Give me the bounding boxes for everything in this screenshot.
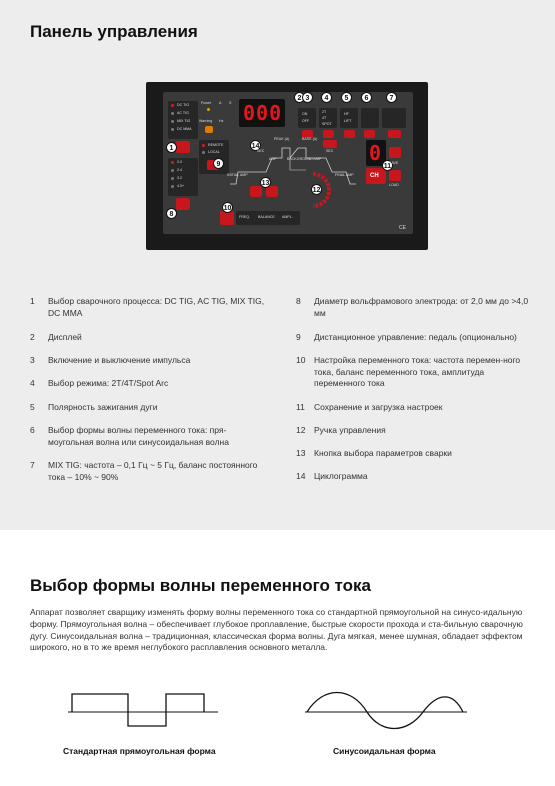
- balance-label: BALANCE: [258, 215, 275, 219]
- item-text: Дисплей: [48, 332, 82, 342]
- sine-wave-diagram: [305, 690, 467, 730]
- diameter-label: 2.4: [177, 168, 182, 172]
- unit-hz-label: Hz: [219, 119, 224, 123]
- unit-a-label: A: [219, 101, 222, 105]
- remote-led: [202, 144, 205, 147]
- control-panel-face: [163, 92, 413, 234]
- item-text: Циклограмма: [314, 471, 368, 481]
- diameter-led: [171, 177, 174, 180]
- item-number: 6: [30, 425, 35, 435]
- diameter-led: [171, 169, 174, 172]
- mix-tig-button[interactable]: [388, 130, 401, 138]
- marker-1: 1: [166, 142, 177, 153]
- mode-2t-label: 2T: [322, 110, 327, 114]
- item-text: Диаметр вольфрамового электрода: от 2,0 мм до >4,0 мм: [314, 296, 529, 318]
- marker-8: 8: [166, 208, 177, 219]
- spot-label: SPOT: [322, 122, 332, 126]
- power-led: [207, 108, 210, 111]
- local-label: LOCAL: [208, 150, 220, 154]
- remote-label: REMOTE: [208, 143, 224, 147]
- item-text: Ручка управления: [314, 425, 386, 435]
- item-text: Выбор формы волны переменного тока: пря-моугольная волна или синусоидальная волна: [48, 425, 229, 447]
- marker-12: 12: [311, 184, 322, 195]
- mode-led: [171, 112, 174, 115]
- waveform-title: Выбор формы волны переменного тока: [30, 576, 371, 595]
- mode-label: AC TIG: [177, 111, 189, 115]
- prev-parameter-button[interactable]: [250, 186, 262, 197]
- waveform-block: [361, 108, 379, 128]
- item-number: 5: [30, 402, 35, 412]
- marker-10: 10: [222, 202, 233, 213]
- save-label: SAVE: [389, 161, 399, 165]
- load-button[interactable]: [389, 170, 401, 181]
- process-select-button[interactable]: [176, 141, 190, 153]
- item-number: 9: [296, 332, 301, 342]
- item-number: 14: [296, 471, 306, 481]
- warning-label: Warning: [199, 119, 213, 123]
- square-wave-caption: Стандартная прямоугольная форма: [63, 746, 216, 756]
- marker-14: 14: [250, 140, 261, 151]
- item-text: MIX TIG: частота – 0,1 Гц ~ 5 Гц, баланс постоянного тока – 10% ~ 90%: [48, 460, 258, 482]
- item-number: 3: [30, 355, 35, 365]
- waveform-button[interactable]: [364, 130, 375, 138]
- item-number: 8: [296, 296, 301, 306]
- item-text: Кнопка выбора параметров сварки: [314, 448, 452, 458]
- polarity-block: [340, 108, 358, 128]
- save-button[interactable]: [389, 147, 401, 158]
- pulse-off-label: OFF: [302, 119, 310, 123]
- channel-value: 0: [369, 141, 382, 165]
- peak-label: PEAK (A): [274, 137, 290, 141]
- display-value: 000: [243, 101, 283, 125]
- item-text: Выбор сварочного процесса: DC TIG, AC TIG, MIX TIG, DC MMA: [48, 296, 265, 318]
- marker-4: 4: [321, 92, 332, 103]
- marker-13: 13: [260, 177, 271, 188]
- marker-9: 9: [213, 158, 224, 169]
- diameter-label: 3.2: [177, 176, 182, 180]
- mode-label: DC TIG: [177, 103, 190, 107]
- item-text: Включение и выключение импульса: [48, 355, 191, 365]
- hf-label: HF: [344, 112, 349, 116]
- mode-button[interactable]: [323, 130, 334, 138]
- section-title: Панель управления: [30, 22, 198, 41]
- sec-label: SEC: [257, 149, 265, 153]
- diameter-block: [168, 158, 198, 196]
- amp-label: AMP: [269, 157, 277, 161]
- item-number: 2: [30, 332, 35, 342]
- mode-led: [171, 104, 174, 107]
- diameter-led: [171, 185, 174, 188]
- unit-s-label: S: [229, 101, 232, 105]
- diameter-label: 4.0+: [177, 184, 185, 188]
- ce-mark: CE: [399, 225, 406, 231]
- main-display: [239, 99, 285, 127]
- item-text: Выбор режима: 2T/4T/Spot Arc: [48, 378, 169, 388]
- mode-2t4t-block: [319, 108, 337, 128]
- item-text: Полярность зажигания дуги: [48, 402, 158, 412]
- item-number: 12: [296, 425, 306, 435]
- sec-label: SEC: [326, 149, 334, 153]
- mode-led: [171, 120, 174, 123]
- item-number: 11: [296, 402, 305, 412]
- sine-wave-caption: Синусоидальная форма: [333, 746, 436, 756]
- item-number: 4: [30, 378, 35, 388]
- mode-4t-label: 4T: [322, 116, 327, 120]
- marker-3: 3: [302, 92, 313, 103]
- control-panel-image: [146, 82, 428, 250]
- item-number: 7: [30, 460, 35, 470]
- mode-label: DC MMA: [177, 127, 192, 131]
- pulse-on-label: ON: [302, 112, 308, 116]
- marker-2: 2: [294, 92, 305, 103]
- ac-settings-block: [236, 211, 300, 225]
- remote-block: [199, 140, 229, 174]
- channel-button[interactable]: [366, 168, 386, 184]
- pulse-block: [298, 108, 316, 128]
- warning-icon: [205, 126, 213, 133]
- item-number: 10: [296, 355, 306, 365]
- item-text: Сохранение и загрузка настроек: [314, 402, 443, 412]
- square-wave-diagram: [68, 690, 218, 730]
- item-number: 1: [30, 296, 35, 306]
- process-mode-block: [168, 101, 198, 139]
- mix-tig-block: [382, 108, 406, 128]
- ampl-label: AMPL.: [282, 215, 293, 219]
- item-text: Настройка переменного тока: частота перемен-ного тока, баланс переменного тока, амплитуда переменного тока: [314, 355, 521, 388]
- polarity-button[interactable]: [344, 130, 355, 138]
- base-label: BASE (A): [302, 137, 318, 141]
- final-amp-label: FINAL AMP: [335, 173, 354, 177]
- ch-label: CH: [370, 173, 379, 179]
- mode-label: MIX TIG: [177, 119, 191, 123]
- local-led: [202, 151, 205, 154]
- initial-amp-label: INITIAL AMP: [227, 173, 248, 177]
- power-label: Power: [201, 101, 212, 105]
- background-amp-label: BACKGROUND AMP: [287, 157, 322, 161]
- waveform-paragraph: Аппарат позволяет сварщику изменять форму волны переменного тока со стандартной прямоугольной на синусо-идальную форму. Прямоугольная волна – обеспечивает глубокое проплавление, быстрые скорости прохода и ста-бильную сварочную дугу. Синусоидальная волна – традиционная, классическая форма волны. Дуга мягкая, менее шумная, обладает эффектом широкого, но в то же время неглубокого расплавления основного металла.: [30, 607, 523, 653]
- freq-label: FREQ.: [239, 215, 250, 219]
- marker-5: 5: [341, 92, 352, 103]
- lift-label: LIFT: [344, 119, 352, 123]
- item-text: Дистанционное управление: педаль (опционально): [314, 332, 517, 342]
- load-label: LOAD: [389, 183, 399, 187]
- diameter-select-button[interactable]: [176, 198, 190, 210]
- marker-6: 6: [361, 92, 372, 103]
- marker-7: 7: [386, 92, 397, 103]
- mode-led: [171, 128, 174, 131]
- marker-11: 11: [382, 160, 393, 171]
- diameter-led: [171, 161, 174, 164]
- diameter-label: 2.0: [177, 160, 182, 164]
- item-number: 13: [296, 448, 306, 458]
